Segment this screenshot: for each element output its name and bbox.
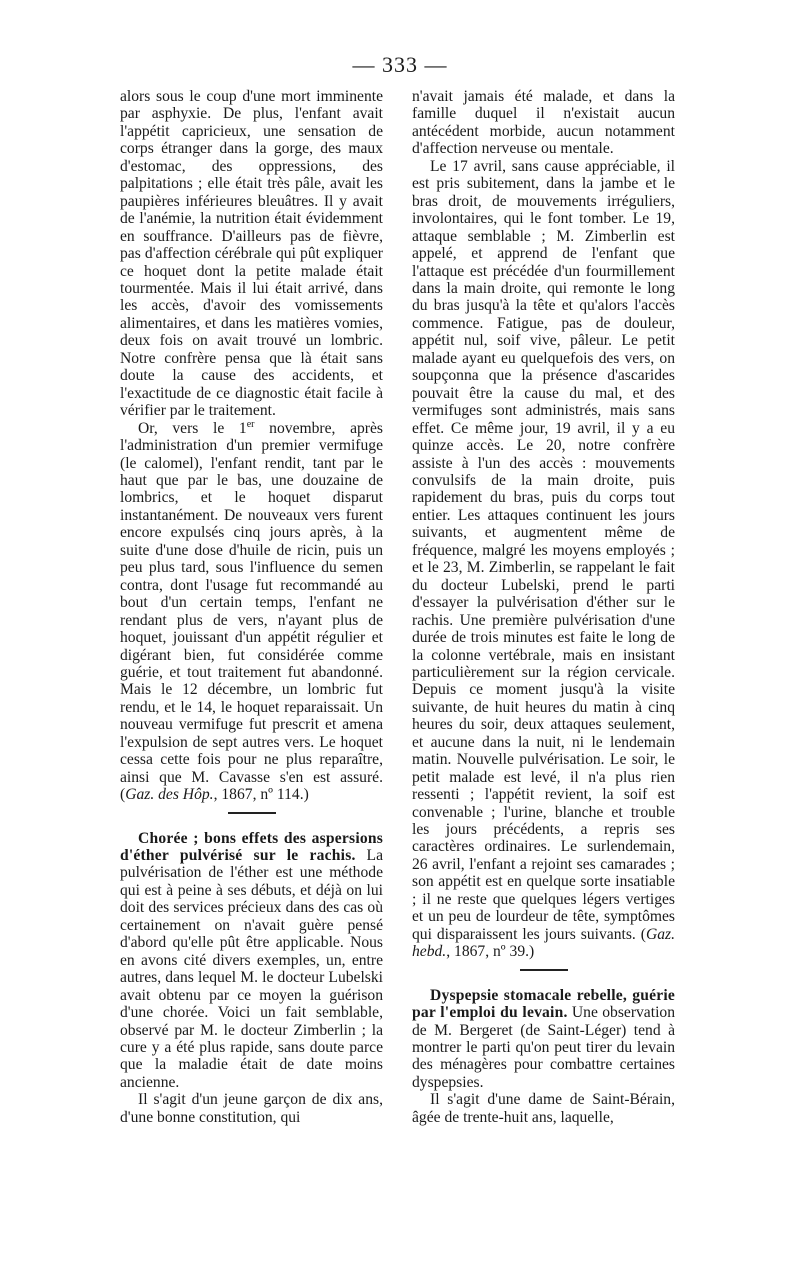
page-number: — 333 — [352,52,448,77]
paragraph: alors sous le coup d'une mort imminente par asphyxie. De plus, l'enfant avait l'appétit capricieux, une sensation de corps étranger dans la gorge, des maux d'estomac, des oppressions, des palpitations ; elle était très pâle, avait les paupières inférieures bleuâtres. Il y avait de l'anémie, la nutrition était évidemment en souffrance. D'ailleurs pas de fièvre, pas d'affection cérébrale qui pût expliquer ce hoquet dont la petite malade était tourmentée. Mais il lui était arrivé, dans les accès, d'avoir des vomissements alimentaires, et dans les matières vomies, deux fois on avait trouvé un lombric. Notre confrère pensa que là était sans doute la cause des accidents, et l'exactitude de ce diagnostic était facile à vérifier par le traitement. [120,88,383,420]
section-body: Une observation de M. Bergeret (de Saint-Léger) tend à montrer le parti qu'on peut tirer du levain des ménagères pour combattre certaines dyspepsies. [412,1004,675,1091]
section-paragraph [120,830,383,1092]
paragraph: n'avait jamais été malade, et dans la famille duquel il n'existait aucun antécédent morbide, aucun notamment d'affection nerveuse ou mentale. [412,88,675,158]
superscript: er [246,418,255,430]
section-paragraph [412,987,675,1092]
citation-title: Gaz. des Hôp. [125,786,214,804]
section-heading: Dyspepsie stomacale rebelle, guérie par l'emploi du levain. [412,986,675,1022]
paragraph [120,420,383,804]
section-body: La pulvérisation de l'éther est une méthode qui est à peine à ses débuts, et déjà on lui doit des services précieux dans des cas où certainement on n'avait guère pensé d'abord qu'elle pût être applicable. Nous en avons cité divers exemples, un, entre autres, dans lequel M. le docteur Lubelski avait obtenu par ce moyen la guérison d'une chorée. Voici un fait semblable, observé par M. le docteur Zimberlin ; la cure y a été plus rapide, sans doute parce que la maladie était de date moins ancienne. [120,847,383,1091]
section-divider [228,812,276,814]
left-column [120,88,383,1126]
paragraph: Il s'agit d'un jeune garçon de dix ans, d'une bonne constitution, qui [120,1091,383,1126]
text-run: Le 17 avril, sans cause appréciable, il est pris subitement, dans la jambe et le bras droit, de mouvements irréguliers, involontaires, qui le font tomber. Le 19, attaque semblable ; M. Zimberlin est appelé, et apprend de l'enfant que l'attaque est précédée d'un fourmillement dans la main droite, qui remonte le long du bras jusqu'à la tête et qu'alors l'accès commence. Fatigue, pas de douleur, appétit nul, soif vive, pâleur. Le petit malade ayant eu quelquefois des vers, on soupçonna que la présence d'ascarides pouvait être la cause du mal, et des vermifuges sont administrés, mais sans effet. Ce même jour, 19 avril, il y a eu quinze accès. Le 20, notre confrère assiste à l'un des accès : mouvements convulsifs de la main droite, puis rapidement du bras, puis du corps tout entier. Les attaques continuent les jours suivants, et augmentent même de fréquence, malgré les moyens employés ; et le 23, M. Zimberlin, se rappelant le fait du docteur Lubelski, prend le parti d'essayer la pulvérisation d'éther sur le rachis. Une première pulvérisation d'une durée de trois minutes est faite le long de la colonne vertébrale, mais en insistant particulièrement sur la région cervicale. Depuis ce moment jusqu'à la visite suivante, de huit heures du matin à cinq heures du soir, deux attaques seulement, et aucune dans la nuit, ni le lendemain matin. Nouvelle pulvérisation. Le soir, le petit malade est levé, il n'a plus rien ressenti ; l'appétit revient, la soif est convenable ; l'urine, blanche et trouble les jours précédents, a repris ses caractères ordinaires. Le surlendemain, 26 avril, l'enfant a rejoint ses camarades ; son appétit est en quelque sorte insatiable ; il ne reste que quelques légers vertiges et un peu de lourdeur de tête, symptômes qui disparaissent les jours suivants. ( [412,157,675,943]
paragraph: Il s'agit d'une dame de Saint-Bérain, âgée de trente-huit ans, laquelle, [412,1091,675,1126]
citation-rest: , 1867, nº 114.) [213,786,309,804]
paragraph [412,158,675,961]
text-run: novembre, après l'administration d'un premier vermifuge (le calomel), l'enfant rendit, tant par le haut que par le bas, une douzaine de lombrics, et le hoquet disparut instantanément. De nouveaux vers furent encore expulsés cinq jours après, à la suite d'une dose d'huile de ricin, puis un peu plus tard, sous l'influence du semen contra, dont l'usage fut recommandé au bout d'un certain temps, l'enfant ne rendant plus de vers, n'ayant plus de hoquet, jouissant d'un appétit régulier et digérant bien, fut considérée comme guérie, et tout traitement fut abandonné. Mais le 12 décembre, un lombric fut rendu, et le 14, le hoquet reparaissait. Un nouveau vermifuge fut prescrit et amena l'expulsion de sept autres vers. Le hoquet cessa cette fois pour ne plus reparaître, ainsi que M. Cavasse s'en est assuré. ( [120,419,383,804]
right-column [412,88,675,1126]
citation-rest: , 1867, nº 39.) [446,943,535,961]
text-run: Or, vers le 1 [138,419,247,437]
section-divider [520,969,568,971]
section-heading: Chorée ; bons effets des aspersions d'éther pulvérisé sur le rachis. [120,829,383,865]
citation-title: Gaz. hebd. [412,925,675,961]
